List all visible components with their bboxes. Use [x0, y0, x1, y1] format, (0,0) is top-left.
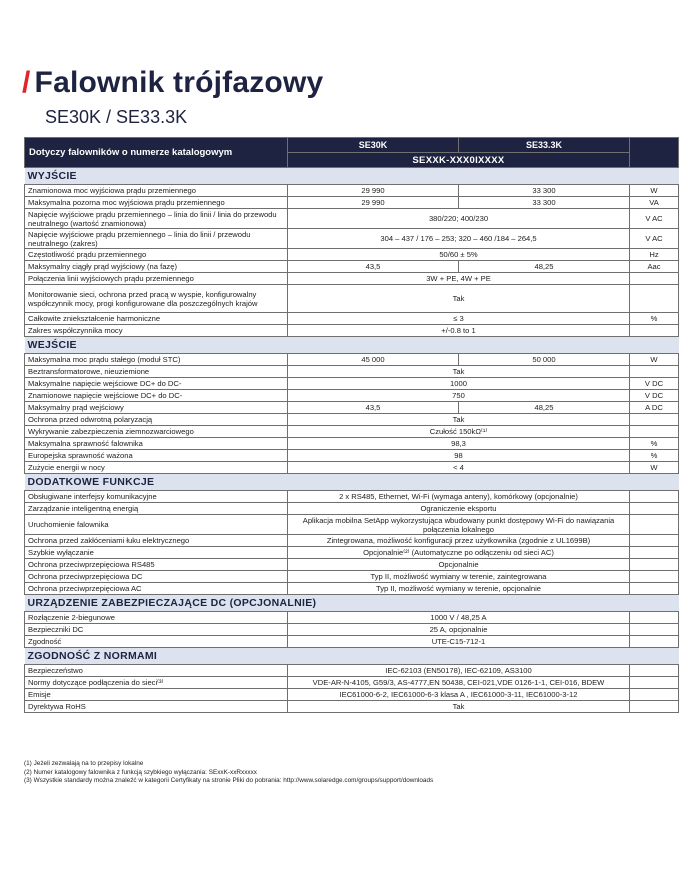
- param-label: Ochrona przeciwprzepięciowa RS485: [25, 559, 288, 571]
- param-label: Zgodność: [25, 636, 288, 648]
- unit-cell: [630, 273, 679, 285]
- header-catalog-number: SEXXK-XXX0IXXXX: [288, 153, 630, 168]
- value-shared: Zintegrowana, możliwość konfiguracji przez użytkownika (zgodnie z UL1699B): [288, 535, 630, 547]
- spec-row: [25, 583, 679, 595]
- value-shared: Ograniczenie eksportu: [288, 503, 630, 515]
- param-label: Beztransformatorowe, nieuziemione: [25, 366, 288, 378]
- value-shared: ≤ 3: [288, 313, 630, 325]
- unit-cell: V DC: [630, 390, 679, 402]
- spec-row: [25, 261, 679, 273]
- spec-row: [25, 559, 679, 571]
- footnotes: [24, 760, 678, 786]
- param-label: Ochrona przed zakłóceniami łuku elektrycznego: [25, 535, 288, 547]
- unit-cell: W: [630, 185, 679, 197]
- unit-cell: [630, 426, 679, 438]
- spec-row: [25, 571, 679, 583]
- value-shared: Czułość 150kΩ⁽¹⁾: [288, 426, 630, 438]
- unit-cell: [630, 677, 679, 689]
- param-label: Maksymalna pozorna moc wyjściowa prądu przemiennego: [25, 197, 288, 209]
- spec-table-header: [25, 138, 679, 168]
- unit-cell: [630, 665, 679, 677]
- unit-cell: [630, 636, 679, 648]
- unit-cell: W: [630, 462, 679, 474]
- spec-row: [25, 462, 679, 474]
- value-shared: Aplikacja mobilna SetApp wykorzystująca wbudowany punkt dostępowy Wi-Fi do nawiązania połączenia lokalnego: [288, 515, 630, 535]
- value-se33k: 48,25: [459, 402, 630, 414]
- unit-cell: [630, 547, 679, 559]
- unit-cell: [630, 491, 679, 503]
- param-label: Maksymalna sprawność falownika: [25, 438, 288, 450]
- param-label: Rozłączenie 2-biegunowe: [25, 612, 288, 624]
- param-label: Zarządzanie inteligentną energią: [25, 503, 288, 515]
- unit-cell: VA: [630, 197, 679, 209]
- footnote-3: (3) Wszystkie standardy można znaleźć w kategorii Certyfikaty na stronie Pliki do pobrania: http://www.solaredge.com/groups/support/downloads: [24, 777, 434, 785]
- spec-row: [25, 325, 679, 337]
- value-shared: IEC-62103 (EN50178), IEC-62109, AS3100: [288, 665, 630, 677]
- value-shared: +/-0.8 to 1: [288, 325, 630, 337]
- spec-row: [25, 185, 679, 197]
- section-title: WEJŚCIE: [25, 337, 679, 354]
- spec-row: [25, 197, 679, 209]
- value-shared: 1000 V / 48,25 A: [288, 612, 630, 624]
- param-label: Zużycie energii w nocy: [25, 462, 288, 474]
- spec-row: [25, 547, 679, 559]
- unit-cell: [630, 701, 679, 713]
- unit-cell: %: [630, 313, 679, 325]
- section-title: URZĄDZENIE ZABEZPIECZAJĄCE DC (OPCJONALNIE): [25, 595, 679, 612]
- param-label: Bezpieczeństwo: [25, 665, 288, 677]
- value-shared: 50/60 ± 5%: [288, 249, 630, 261]
- param-label: Ochrona przeciwprzepięciowa DC: [25, 571, 288, 583]
- spec-table: [24, 137, 679, 713]
- header-model-se30k: SE30K: [288, 138, 459, 153]
- value-shared: < 4: [288, 462, 630, 474]
- unit-cell: [630, 414, 679, 426]
- unit-cell: V AC: [630, 209, 679, 229]
- spec-row: [25, 378, 679, 390]
- title-text: Falownik trójfazowy: [34, 66, 324, 99]
- unit-cell: %: [630, 438, 679, 450]
- param-label: Ochrona przeciwprzepięciowa AC: [25, 583, 288, 595]
- value-shared: Typ II, możliwość wymiany w terenie, opcjonalnie: [288, 583, 630, 595]
- value-se33k: 33 300: [459, 197, 630, 209]
- unit-cell: [630, 624, 679, 636]
- spec-row: [25, 285, 679, 313]
- param-label: Znamionowe napięcie wejściowe DC+ do DC-: [25, 390, 288, 402]
- unit-cell: Aac: [630, 261, 679, 273]
- value-shared: Tak: [288, 366, 630, 378]
- unit-cell: [630, 571, 679, 583]
- section-header: [25, 595, 679, 612]
- spec-row: [25, 535, 679, 547]
- unit-cell: W: [630, 354, 679, 366]
- unit-cell: Hz: [630, 249, 679, 261]
- param-label: Szybkie wyłączanie: [25, 547, 288, 559]
- param-label: Napięcie wyjściowe prądu przemiennego – linia do linii / linia do przewodu neutralnego (wartość znamionowa): [25, 209, 288, 229]
- value-se33k: 48,25: [459, 261, 630, 273]
- unit-cell: [630, 689, 679, 701]
- spec-row: [25, 390, 679, 402]
- value-shared: 380/220; 400/230: [288, 209, 630, 229]
- param-label: Częstotliwość prądu przemiennego: [25, 249, 288, 261]
- value-shared: Typ II, możliwość wymiany w terenie, zaintegrowana: [288, 571, 630, 583]
- param-label: Monitorowanie sieci, ochrona przed pracą w wyspie, konfigurowalny współczynnik mocy, progi konfigurowane dla poszczególnych krajów: [25, 285, 288, 313]
- section-header: [25, 474, 679, 491]
- spec-row: [25, 515, 679, 535]
- section-title: DODATKOWE FUNKCJE: [25, 474, 679, 491]
- value-se30k: 29 990: [288, 197, 459, 209]
- unit-cell: [630, 325, 679, 337]
- spec-row: [25, 677, 679, 689]
- spec-row: [25, 624, 679, 636]
- spec-row: [25, 313, 679, 325]
- param-label: Maksymalne napięcie wejściowe DC+ do DC-: [25, 378, 288, 390]
- spec-row: [25, 273, 679, 285]
- param-label: Emisje: [25, 689, 288, 701]
- spec-row: [25, 491, 679, 503]
- unit-cell: [630, 366, 679, 378]
- unit-cell: A DC: [630, 402, 679, 414]
- spec-row: [25, 438, 679, 450]
- title-slash: /: [22, 66, 31, 99]
- unit-cell: V DC: [630, 378, 679, 390]
- spec-row: [25, 426, 679, 438]
- spec-row: [25, 366, 679, 378]
- value-shared: Opcjonalnie⁽²⁾ (Automatyczne po odłączeniu od sieci AC): [288, 547, 630, 559]
- section-header: [25, 168, 679, 185]
- spec-row: [25, 354, 679, 366]
- spec-row: [25, 249, 679, 261]
- param-label: Europejska sprawność ważona: [25, 450, 288, 462]
- section-header: [25, 648, 679, 665]
- param-label: Bezpieczniki DC: [25, 624, 288, 636]
- param-label: Uruchomienie falownika: [25, 515, 288, 535]
- value-se30k: 45 000: [288, 354, 459, 366]
- param-label: Ochrona przed odwrotną polaryzacją: [25, 414, 288, 426]
- param-label: Maksymalny prąd wejściowy: [25, 402, 288, 414]
- value-se30k: 43,5: [288, 261, 459, 273]
- param-label: Maksymalny ciągły prąd wyjściowy (na fazę): [25, 261, 288, 273]
- unit-cell: [630, 515, 679, 535]
- value-shared: 98: [288, 450, 630, 462]
- spec-row: [25, 689, 679, 701]
- spec-table-body: [25, 168, 679, 713]
- value-se30k: 43,5: [288, 402, 459, 414]
- spec-row: [25, 450, 679, 462]
- value-se33k: 33 300: [459, 185, 630, 197]
- value-shared: 304 – 437 / 176 – 253; 320 – 460 /184 – 264,5: [288, 229, 630, 249]
- value-shared: 1000: [288, 378, 630, 390]
- spec-row: [25, 665, 679, 677]
- spec-row: [25, 701, 679, 713]
- spec-row: [25, 209, 679, 229]
- param-label: Wykrywanie zabezpieczenia ziemnozwarciowego: [25, 426, 288, 438]
- page-title: [22, 66, 323, 100]
- spec-row: [25, 229, 679, 249]
- spec-row: [25, 402, 679, 414]
- unit-cell: [630, 285, 679, 313]
- param-label: Połączenia linii wyjściowych prądu przemiennego: [25, 273, 288, 285]
- value-shared: Tak: [288, 285, 630, 313]
- param-label: Normy dotyczące podłączenia do sieci⁽³⁾: [25, 677, 288, 689]
- value-shared: 750: [288, 390, 630, 402]
- value-shared: 98,3: [288, 438, 630, 450]
- section-title: ZGODNOŚĆ Z NORMAMI: [25, 648, 679, 665]
- header-unit-cell: [630, 138, 679, 168]
- value-se33k: 50 000: [459, 354, 630, 366]
- unit-cell: [630, 612, 679, 624]
- value-shared: VDE-AR-N-4105, G59/3, AS-4777,EN 50438, CEI-021,VDE 0126-1-1, CEI-016, BDEW: [288, 677, 630, 689]
- footnote-1: (1) Jeżeli zezwalają na to przepisy lokalne: [24, 760, 144, 767]
- value-se30k: 29 990: [288, 185, 459, 197]
- value-shared: 3W + PE, 4W + PE: [288, 273, 630, 285]
- value-shared: Tak: [288, 414, 630, 426]
- value-shared: 25 A, opcjonalnie: [288, 624, 630, 636]
- unit-cell: [630, 559, 679, 571]
- unit-cell: [630, 503, 679, 515]
- spec-row: [25, 636, 679, 648]
- param-label: Znamionowa moc wyjściowa prądu przemiennego: [25, 185, 288, 197]
- param-label: Całkowite zniekształcenie harmoniczne: [25, 313, 288, 325]
- section-header: [25, 337, 679, 354]
- param-label: Dyrektywa RoHS: [25, 701, 288, 713]
- param-label: Maksymalna moc prądu stałego (moduł STC): [25, 354, 288, 366]
- value-shared: UTE-C15-712-1: [288, 636, 630, 648]
- section-title: WYJŚCIE: [25, 168, 679, 185]
- page-subtitle: SE30K / SE33.3K: [45, 107, 188, 127]
- value-shared: Opcjonalnie: [288, 559, 630, 571]
- param-label: Napięcie wyjściowe prądu przemiennego – linia do linii / przewodu neutralnego (zakres): [25, 229, 288, 249]
- spec-row: [25, 503, 679, 515]
- param-label: Obsługiwane interfejsy komunikacyjne: [25, 491, 288, 503]
- value-shared: Tak: [288, 701, 630, 713]
- spec-row: [25, 612, 679, 624]
- unit-cell: %: [630, 450, 679, 462]
- param-label: Zakres współczynnika mocy: [25, 325, 288, 337]
- header-model-se33k: SE33.3K: [459, 138, 630, 153]
- unit-cell: V AC: [630, 229, 679, 249]
- spec-row: [25, 414, 679, 426]
- unit-cell: [630, 583, 679, 595]
- footnote-2: (2) Numer katalogowy falownika z funkcją szybkiego wyłączania: SExxK-xxRxxxxx: [24, 768, 257, 776]
- header-label: Dotyczy falowników o numerze katalogowym: [25, 138, 288, 168]
- value-shared: IEC61000-6-2, IEC61000-6-3 klasa A , IEC61000-3-11, IEC61000-3-12: [288, 689, 630, 701]
- value-shared: 2 x RS485, Ethernet, Wi-Fi (wymaga anteny), komórkowy (opcjonalnie): [288, 491, 630, 503]
- unit-cell: [630, 535, 679, 547]
